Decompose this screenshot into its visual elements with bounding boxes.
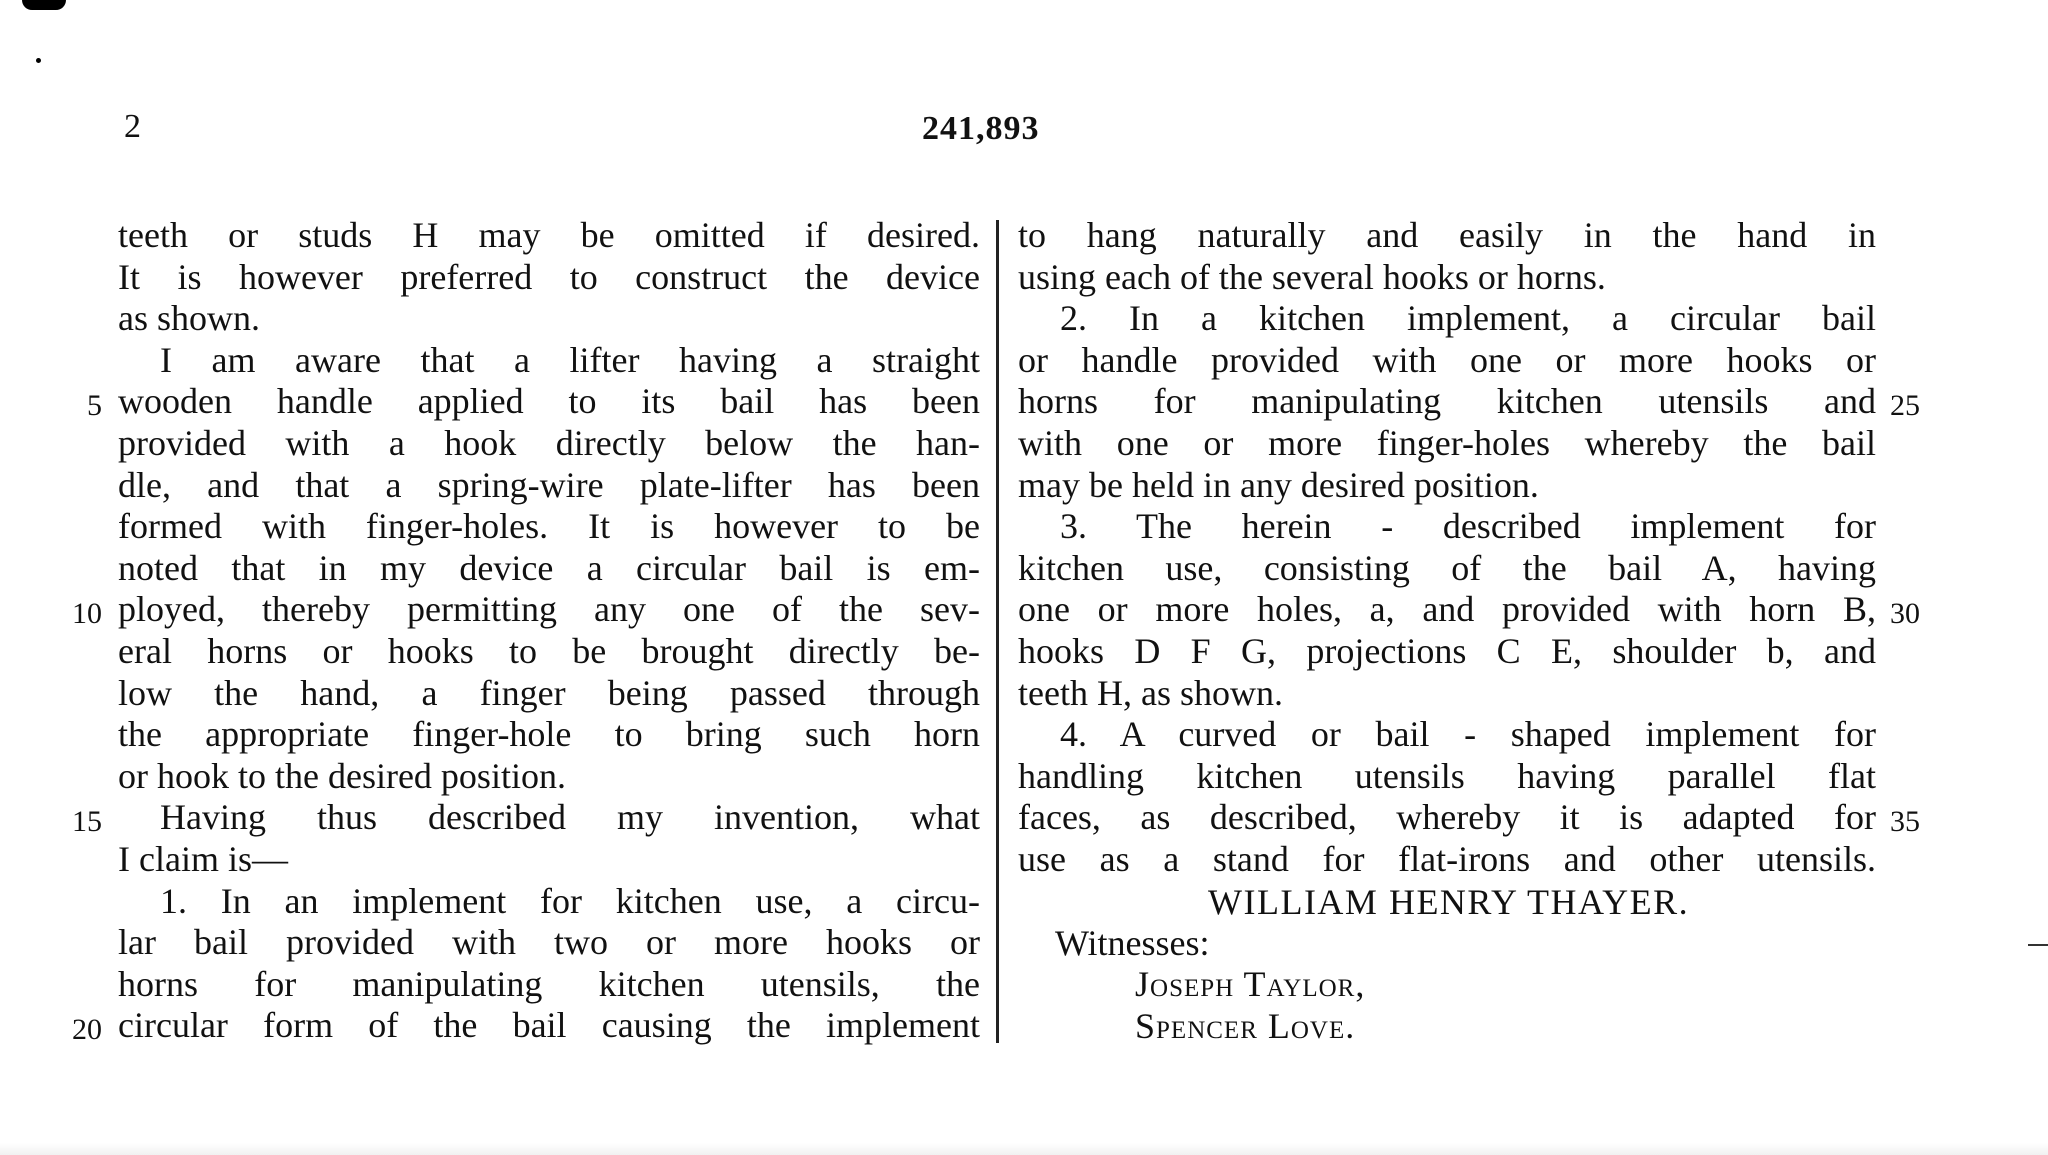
text-line: dle, and that a spring-wire plate-lifter has been [118, 464, 980, 505]
text-line: 2. In a kitchen implement, a circular bail [1060, 298, 1876, 339]
text-line: use as a stand for flat-irons and other utensils. [1018, 838, 1876, 879]
ink-dot [36, 58, 41, 63]
line-number: 15 [72, 805, 102, 838]
text-line: horns for manipulating kitchen utensils, the [118, 963, 980, 1004]
text-line: I claim is— [118, 838, 288, 879]
text-line: 4. A curved or bail - shaped implement for [1060, 714, 1876, 755]
text-line: noted that in my device a circular bail is em- [118, 547, 980, 588]
text-line: as shown. [118, 298, 260, 339]
text-line: using each of the several hooks or horns. [1018, 256, 1606, 297]
text-line: one or more holes, a, and provided with horn B, [1018, 589, 1876, 630]
line-number: 25 [1890, 389, 1920, 422]
line-number: 20 [72, 1013, 102, 1046]
text-line: wooden handle applied to its bail has been [118, 381, 980, 422]
line-number: 5 [87, 389, 102, 422]
text-line: ployed, thereby permitting any one of the sev- [118, 589, 980, 630]
text-line: or handle provided with one or more hooks or [1018, 339, 1876, 380]
inventor-signature: WILLIAM HENRY THAYER. [1208, 882, 1690, 922]
witness-name: Joseph Taylor, [1135, 964, 1366, 1004]
text-line: eral horns or hooks to be brought directly be- [118, 630, 980, 671]
line-number: 30 [1890, 597, 1920, 630]
text-line: the appropriate finger-hole to bring such horn [118, 714, 980, 755]
left-column [118, 215, 980, 1047]
page-number: 2 [124, 108, 141, 145]
text-line: or hook to the desired position. [118, 755, 566, 796]
text-line: teeth H, as shown. [1018, 672, 1283, 713]
text-line: 3. The herein - described implement for [1060, 506, 1876, 547]
right-column [1018, 215, 1876, 881]
text-line: handling kitchen utensils having parallel flat [1018, 755, 1876, 796]
text-line: formed with finger-holes. It is however to be [118, 506, 980, 547]
text-line: horns for manipulating kitchen utensils and [1018, 381, 1876, 422]
text-line: circular form of the bail causing the implement [118, 1005, 980, 1046]
text-line: 1. In an implement for kitchen use, a circu- [160, 880, 980, 921]
text-line: kitchen use, consisting of the bail A, having [1018, 547, 1876, 588]
witnesses-label: Witnesses: [1055, 923, 1210, 963]
witness-name: Spencer Love. [1135, 1006, 1356, 1046]
line-number: 35 [1890, 805, 1920, 838]
text-line: provided with a hook directly below the han- [118, 422, 980, 463]
text-line: I am aware that a lifter having a straight [160, 339, 980, 380]
patent-number: 241,893 [922, 110, 1040, 147]
text-line: low the hand, a finger being passed through [118, 672, 980, 713]
column-divider [996, 220, 999, 1043]
text-line: teeth or studs H may be omitted if desired. [118, 215, 980, 255]
text-line: with one or more finger-holes whereby the bail [1018, 422, 1876, 463]
text-line: faces, as described, whereby it is adapted for [1018, 797, 1876, 838]
text-line: to hang naturally and easily in the hand in [1018, 215, 1876, 255]
scan-edge [0, 1143, 2048, 1155]
text-line: may be held in any desired position. [1018, 464, 1539, 505]
ink-blot [22, 0, 66, 10]
line-number: 10 [72, 597, 102, 630]
text-line: hooks D F G, projections C E, shoulder b, and [1018, 630, 1876, 671]
text-line: Having thus described my invention, what [160, 797, 980, 838]
text-line: lar bail provided with two or more hooks or [118, 922, 980, 963]
text-line: It is however preferred to construct the device [118, 256, 980, 297]
edge-mark [2028, 944, 2048, 946]
